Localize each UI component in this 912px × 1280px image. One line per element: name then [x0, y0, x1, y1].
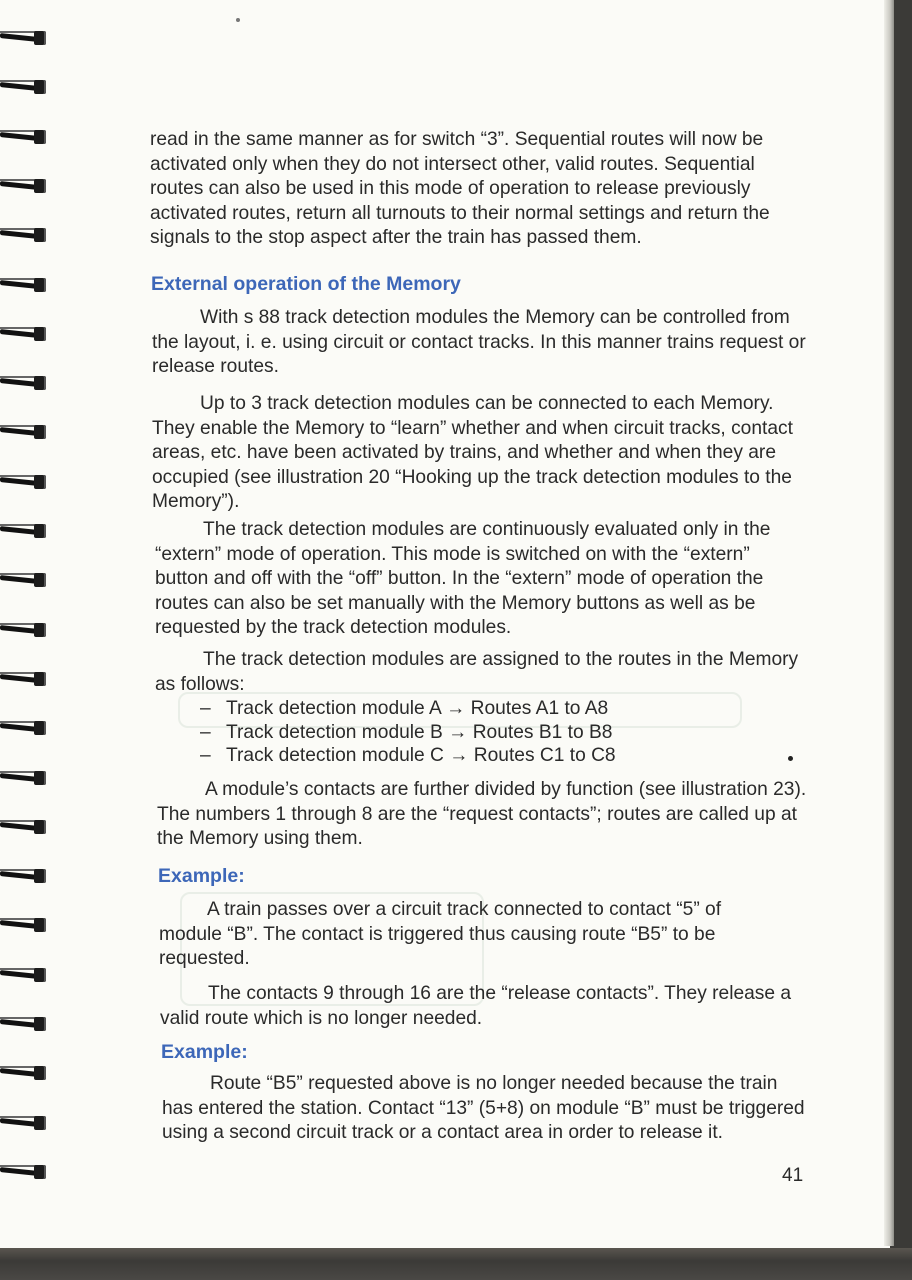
page-number: 41 — [782, 1165, 804, 1186]
intro-paragraph: read in the same manner as for switch “3”. Sequential routes will now be activated only when they do not intersect other, valid routes. Sequential routes can also be used in this mode of operation to release previously activated routes, return all turnouts to their normal settings and return the signals to the stop aspect after the train has passed them. — [150, 129, 770, 248]
paragraph: The track detection modules are assigned to the routes in the Memory as follows: — [155, 649, 799, 695]
list-dash: – — [200, 698, 211, 719]
paragraph: With s 88 track detection modules the Memory can be controlled from the layout, i. e. using circuit or contact tracks. In this manner trains request or release routes. — [152, 307, 806, 377]
module-assignment-list — [200, 697, 720, 768]
list-item — [200, 697, 720, 721]
list-item — [200, 744, 720, 768]
paragraph: The track detection modules are continuously evaluated only in the “extern” mode of operation. This mode is switched on with the “extern” button and off with the “off” button. In the “extern” mode of operation the routes can also be set manually with the Memory buttons as well as be requested by the track detection modules. — [155, 519, 771, 638]
example-label: Example: — [158, 865, 245, 887]
page-shadow — [0, 1248, 912, 1280]
list-item-text: Track detection module C → Routes C1 to C8 — [226, 745, 616, 766]
paragraph: A module’s contacts are further divided by function (see illustration 23). The numbers 1 through 8 are the “request contacts”; routes are called up at the Memory using them. — [157, 779, 807, 849]
list-dash: – — [200, 745, 211, 766]
list-dash: – — [200, 721, 211, 743]
example-label: Example: — [161, 1041, 248, 1063]
list-item-text: Track detection module A → Routes A1 to A8 — [226, 698, 609, 719]
paragraph: Up to 3 track detection modules can be connected to each Memory. They enable the Memory to “learn” whether and when circuit tracks, contact areas, etc. have been activated by trains, and whether and when they are occupied (see illustration 20 “Hooking up the track detection modules to the Memory”). — [152, 393, 793, 512]
list-item-text: Track detection module B → Routes B1 to B8 — [226, 721, 613, 743]
example-paragraph: A train passes over a circuit track connected to contact “5” of module “B”. The contact is triggered thus causing route “B5” to be requested. — [159, 899, 722, 969]
section-heading: External operation of the Memory — [151, 273, 461, 295]
example-paragraph: Route “B5” requested above is no longer needed because the train has entered the station. Contact “13” (5+8) on module “B” must be triggered using a second circuit track or a contact area in order to release it. — [162, 1073, 805, 1143]
paragraph: The contacts 9 through 16 are the “release contacts”. They release a valid route which is no longer needed. — [160, 983, 792, 1029]
list-item — [200, 721, 720, 745]
